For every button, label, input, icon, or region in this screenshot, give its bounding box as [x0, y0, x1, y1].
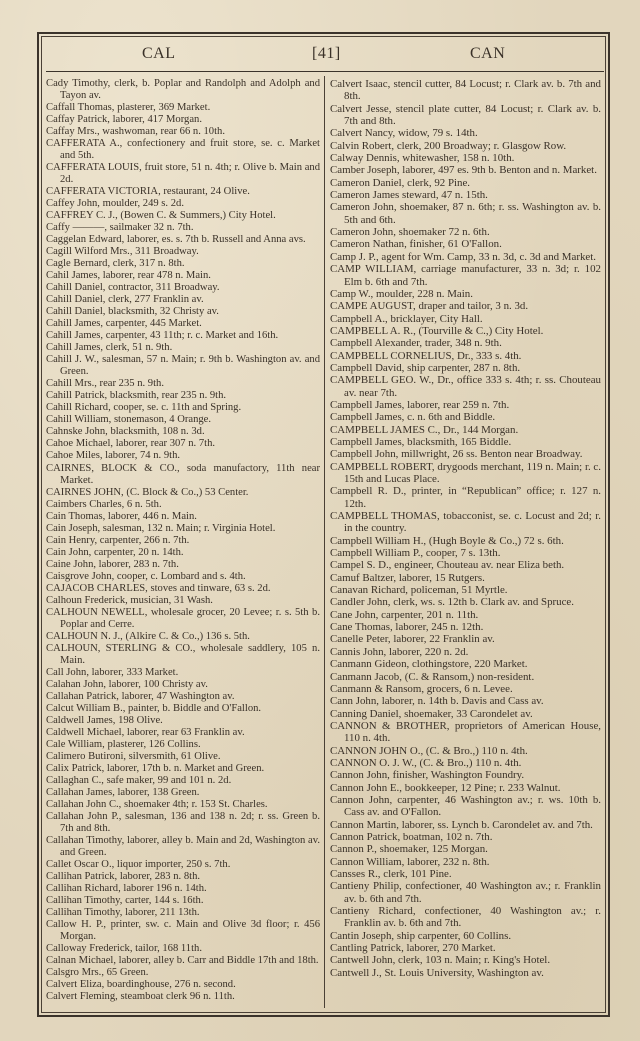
directory-entry: CAIRNES, BLOCK & CO., soda manufactory, 11th near Market. [46, 462, 320, 486]
directory-entry: CAMPBELL GEO. W., Dr., office 333 s. 4th; r. ss. Chouteau av. near 7th. [330, 374, 601, 399]
directory-entry: Cannon Martin, laborer, ss. Lynch b. Carondelet av. and 7th. [330, 818, 593, 831]
directory-entry: Calvert Fleming, steamboat clerk 96 n. 11th. [46, 991, 235, 1003]
directory-entry: Cannon John E., bookkeeper, 12 Pine; r. 233 Walnut. [330, 781, 561, 794]
directory-entry: Calvert Jesse, stencil plate cutter, 84 Locust; r. Clark av. b. 7th and 8th. [330, 102, 601, 128]
directory-entry: Callahan Timothy, laborer, alley b. Main and 2d, Washington av. and Green. [46, 834, 320, 858]
directory-entry: Callahan John P., salesman, 136 and 138 n. 2d; r. ss. Green b. 7th and 8th. [46, 810, 320, 834]
directory-entry: Campel S. D., engineer, Chouteau av. near Eliza beth. [330, 559, 565, 572]
directory-entry: Cagill Wilford Mrs., 311 Broadway. [46, 246, 199, 258]
directory-entry: Cagle Bernard, clerk, 317 n. 8th. [46, 258, 185, 270]
directory-entry: Calvin Robert, clerk, 200 Broadway; r. Glasgow Row. [330, 139, 567, 152]
directory-entry: CAMPBELL THOMAS, tobacconist, se. c. Locust and 2d; r. in the country. [330, 510, 601, 535]
directory-entry: Caggelan Edward, laborer, es. s. 7th b. Russell and Anna avs. [46, 234, 306, 246]
directory-entry: CAMPE AUGUST, draper and tailor, 3 n. 3d. [330, 300, 529, 313]
directory-entry: CAMPBELL CORNELIUS, Dr., 333 s. 4th. [330, 349, 522, 362]
directory-entry: Caffall Thomas, plasterer, 369 Market. [46, 102, 211, 114]
directory-entry: Caffay Patrick, laborer, 417 Morgan. [46, 114, 202, 126]
directory-entry: Cahill J. W., salesman, 57 n. Main; r. 9th b. Washington av. and Green. [46, 354, 320, 378]
directory-entry: Calimero Butironi, silversmith, 61 Olive. [46, 750, 221, 762]
directory-entry: Caffy ———, sailmaker 32 n. 7th. [46, 222, 194, 234]
directory-entry: CAJACOB CHARLES, stoves and tinware, 63 s. 2d. [46, 582, 271, 594]
directory-entry: Cain Henry, carpenter, 266 n. 7th. [46, 534, 190, 546]
directory-entry: Camp J. P., agent for Wm. Camp, 33 n. 3d, c. 3d and Market. [330, 250, 596, 263]
directory-entry: CAFFERATA VICTORIA, restaurant, 24 Olive. [46, 186, 250, 198]
directory-entry: Callihan Richard, laborer 196 n. 14th. [46, 883, 207, 895]
directory-entry: CALHOUN N. J., (Alkire C. & Co.,) 136 s. 5th. [46, 630, 250, 642]
directory-entry: CAMPBELL JAMES C., Dr., 144 Morgan. [330, 423, 519, 436]
directory-entry: Calhoun Frederick, musician, 31 Wash. [46, 594, 213, 606]
directory-entry: Campbell R. D., printer, in “Republican” office; r. 127 n. 12th. [330, 485, 601, 510]
directory-entry: Cantwell J., St. Louis University, Washington av. [330, 966, 544, 979]
directory-entry: Calix Patrick, laborer, 17th b. n. Market and Green. [46, 762, 265, 774]
directory-entry: Cahoe Michael, laborer, rear 307 n. 7th. [46, 438, 216, 450]
directory-entry: Cane John, carpenter, 201 n. 11th. [330, 608, 479, 621]
directory-entry: CAMPBELL A. R., (Tourville & C.,) City Hotel. [330, 324, 544, 337]
directory-entry: Candler John, clerk, ws. s. 12th b. Clark av. and Spruce. [330, 596, 574, 609]
directory-entry: Canning Daniel, shoemaker, 33 Carondelet av. [330, 707, 533, 720]
directory-entry: Cannon William, laborer, 232 n. 8th. [330, 855, 490, 868]
column-divider [324, 76, 325, 1008]
directory-entry: Cantin Joseph, ship carpenter, 60 Collins. [330, 929, 512, 942]
directory-entry: Cantwell John, clerk, 103 n. Main; r. King's Hotel. [330, 954, 551, 967]
directory-entry: Canmann Jacob, (C. & Ransom,) non-resident. [330, 670, 535, 683]
directory-entry: Cantling Patrick, laborer, 270 Market. [330, 942, 496, 955]
directory-entry: CANNON JOHN O., (C. & Bro.,) 110 n. 4th. [330, 744, 528, 757]
directory-entry: Calsgro Mrs., 65 Green. [46, 967, 149, 979]
directory-entry: Calvert Nancy, widow, 79 s. 14th. [330, 127, 478, 140]
left-column [46, 78, 320, 1003]
directory-entry: CALHOUN NEWELL, wholesale grocer, 20 Levee; r. s. 5th b. Poplar and Cerre. [46, 606, 320, 630]
directory-entry: Caine John, laborer, 283 n. 7th. [46, 558, 179, 570]
directory-entry: CAFFERATA LOUIS, fruit store, 51 n. 4th; r. Olive b. Main and 2d. [46, 162, 320, 186]
directory-entry: Canelle Peter, laborer, 22 Franklin av. [330, 633, 495, 646]
directory-entry: CANNON & BROTHER, proprietors of American House, 110 n. 4th. [330, 719, 601, 745]
directory-entry: Cannon John, carpenter, 46 Washington av.; r. ws. 10th b. Cass av. and O'Fallon. [330, 793, 601, 819]
directory-entry: Cahill James, carpenter, 43 11th; r. c. Market and 16th. [46, 330, 279, 342]
directory-entry: Camp W., moulder, 228 n. Main. [330, 287, 473, 300]
directory-entry: CAMP WILLIAM, carriage manufacturer, 33 n. 3d; r. 102 Elm b. 6th and 7th. [330, 263, 601, 288]
directory-entry: CAFFREY C. J., (Bowen C. & Summers,) City Hotel. [46, 210, 276, 222]
directory-entry: Cannon John, finisher, Washington Foundry. [330, 769, 525, 782]
directory-entry: Calcut William B., painter, b. Biddle and O'Fallon. [46, 702, 262, 714]
directory-entry: Call John, laborer, 333 Market. [46, 666, 179, 678]
directory-entry: Cahnske John, blacksmith, 108 n. 3d. [46, 426, 205, 438]
directory-entry: Callahan Patrick, laborer, 47 Washington av. [46, 690, 235, 702]
directory-entry: CANNON O. J. W., (C. & Bro.,) 110 n. 4th. [330, 756, 522, 769]
directory-entry: Cain Joseph, salesman, 132 n. Main; r. Virginia Hotel. [46, 522, 276, 534]
directory-entry: Campbell William H., (Hugh Boyle & Co.,) 72 s. 6th. [330, 534, 564, 547]
directory-entry: Cameron John, shoemaker, 87 n. 6th; r. ss. Washington av. b. 5th and 6th. [330, 201, 601, 226]
directory-entry: Cahill James, carpenter, 445 Market. [46, 318, 202, 330]
directory-entry: Callihan Patrick, laborer, 283 n. 8th. [46, 871, 201, 883]
directory-entry: Cahoe Miles, laborer, 74 n. 9th. [46, 450, 181, 462]
directory-entry: Calloway Frederick, tailor, 168 11th. [46, 943, 202, 955]
directory-entry: Cahill Mrs., rear 235 n. 9th. [46, 378, 164, 390]
directory-entry: Cain John, carpenter, 20 n. 14th. [46, 546, 184, 558]
directory-entry: Cale William, plasterer, 126 Collins. [46, 738, 201, 750]
directory-entry: Calway Dennis, whitewasher, 158 n. 10th. [330, 152, 515, 165]
directory-entry: Cahill William, stonemason, 4 Orange. [46, 414, 212, 426]
directory-entry: Callihan Timothy, laborer, 211 13th. [46, 907, 200, 919]
directory-entry: Cahill Daniel, contractor, 311 Broadway. [46, 282, 220, 294]
directory-entry: Cann John, laborer, n. 14th b. Davis and Cass av. [330, 695, 544, 708]
directory-entry: Caldwell Michael, laborer, rear 63 Franklin av. [46, 726, 245, 738]
directory-entry: Cahill James, clerk, 51 n. 9th. [46, 342, 173, 354]
directory-entry: Cannis John, laborer, 220 n. 2d. [330, 645, 469, 658]
directory-entry: Calnan Michael, laborer, alley b. Carr and Biddle 17th and 18th. [46, 955, 319, 967]
directory-entry: Campbell A., bricklayer, City Hall. [330, 312, 483, 325]
directory-entry: Calvert Eliza, boardinghouse, 276 n. second. [46, 979, 236, 991]
directory-entry: Cady Timothy, clerk, b. Poplar and Randolph and Adolph and Tayon av. [46, 78, 320, 102]
directory-entry: Campbell Alexander, trader, 348 n. 9th. [330, 337, 502, 350]
directory-entry: Callahan John C., shoemaker 4th; r. 153 St. Charles. [46, 798, 268, 810]
directory-entry: Cahill Patrick, blacksmith, rear 235 n. 9th. [46, 390, 227, 402]
directory-entry: Cane Thomas, laborer, 245 n. 12th. [330, 621, 484, 634]
directory-entry: Callet Oscar O., liquor importer, 250 s. 7th. [46, 859, 231, 871]
directory-entry: Cantieny Philip, confectioner, 40 Washington av.; r. Franklin av. b. 6th and 7th. [330, 880, 601, 905]
directory-entry: Campbell William P., cooper, 7 s. 13th. [330, 547, 501, 560]
directory-entry: Callahan James, laborer, 138 Green. [46, 786, 200, 798]
header-rule [46, 71, 604, 72]
directory-entry: Callow H. P., printer, sw. c. Main and Olive 3d floor; r. 456 Morgan. [46, 919, 320, 943]
directory-entry: Cameron Daniel, clerk, 92 Pine. [330, 176, 471, 189]
directory-entry: CAFFERATA A., confectionery and fruit store, se. c. Market and 5th. [46, 138, 320, 162]
directory-entry: Caimbers Charles, 6 n. 5th. [46, 498, 162, 510]
right-column [330, 78, 601, 979]
running-header [42, 36, 605, 74]
directory-entry: Cameron Nathan, finisher, 61 O'Fallon. [330, 238, 502, 251]
directory-entry: Cannon Patrick, boatman, 102 n. 7th. [330, 830, 493, 843]
directory-entry: Caffay Mrs., washwoman, rear 66 n. 10th. [46, 126, 225, 138]
directory-entry: Callihan Timothy, carter, 144 s. 16th. [46, 895, 204, 907]
directory-entry: Caldwell James, 198 Olive. [46, 714, 163, 726]
directory-entry: Caisgrove John, cooper, c. Lombard and s. 4th. [46, 570, 246, 582]
directory-entry: Cameron John, shoemaker 72 n. 6th. [330, 226, 490, 239]
directory-entry: Cantieny Richard, confectioner, 40 Washington av.; r. Franklin av. b. 6th and 7th. [330, 905, 601, 930]
directory-entry: Callaghan C., safe maker, 99 and 101 n. 2d. [46, 774, 232, 786]
directory-entry: Calahan John, laborer, 100 Christy av. [46, 678, 208, 690]
directory-entry: Campbell James, laborer, rear 259 n. 7th. [330, 398, 510, 411]
directory-entry: Caffey John, moulder, 249 s. 2d. [46, 198, 184, 210]
directory-entry: Cameron James steward, 47 n. 15th. [330, 189, 488, 202]
directory-entry: Cahil James, laborer, rear 478 n. Main. [46, 270, 211, 282]
directory-entry: Campbell James, c. n. 6th and Biddle. [330, 411, 496, 424]
directory-entry: Canmann Gideon, clothingstore, 220 Market. [330, 658, 528, 671]
directory-entry: Cahill Richard, cooper, se. c. 11th and Spring. [46, 402, 242, 414]
directory-entry: CAIRNES JOHN, (C. Block & Co.,) 53 Center. [46, 486, 249, 498]
directory-entry: Cain Thomas, laborer, 446 n. Main. [46, 510, 197, 522]
page-number: [41] [312, 45, 341, 62]
directory-entry: Campbell David, ship carpenter, 287 n. 8th. [330, 361, 521, 374]
directory-entry: Cahill Daniel, blacksmith, 32 Christy av. [46, 306, 219, 318]
directory-entry: Cansses R., clerk, 101 Pine. [330, 868, 452, 880]
directory-entry: Cahill Daniel, clerk, 277 Franklin av. [46, 294, 204, 306]
directory-entry: Cannon P., shoemaker, 125 Morgan. [330, 843, 488, 856]
directory-entry: Camuf Baltzer, laborer, 15 Rutgers. [330, 571, 485, 584]
directory-entry: Canmann & Ransom, grocers, 6 n. Levee. [330, 682, 513, 695]
directory-entry: Canavan Richard, policeman, 51 Myrtle. [330, 584, 508, 597]
directory-entry: Campbell James, blacksmith, 165 Biddle. [330, 435, 512, 448]
header-left-guide-word: CAL [142, 45, 176, 62]
directory-entry: Campbell John, millwright, 26 ss. Benton near Broadway. [330, 448, 583, 461]
directory-entry: Calvert Isaac, stencil cutter, 84 Locust; r. Clark av. b. 7th and 8th. [330, 78, 601, 103]
directory-entry: CALHOUN, STERLING & CO., wholesale saddlery, 105 n. Main. [46, 642, 320, 666]
header-right-guide-word: CAN [470, 45, 506, 62]
directory-entry: Camber Joseph, laborer, 497 es. 9th b. Benton and n. Market. [330, 164, 597, 177]
directory-entry: CAMPBELL ROBERT, drygoods merchant, 119 n. Main; r. c. 15th and Lucas Place. [330, 460, 601, 485]
